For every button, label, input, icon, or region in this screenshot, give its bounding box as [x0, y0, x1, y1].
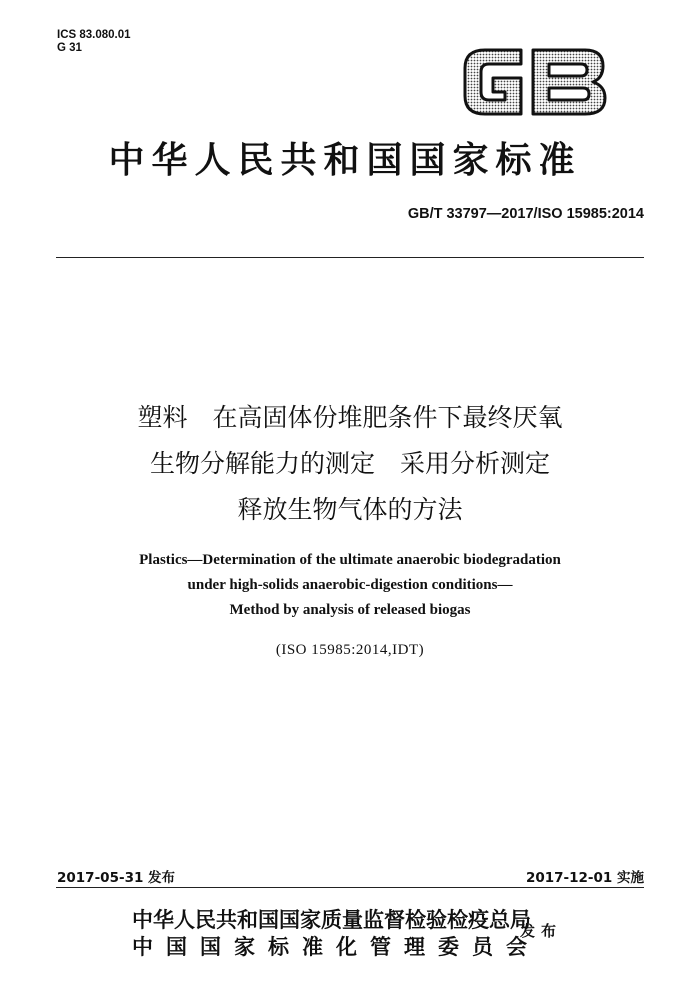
english-title-line: under high-solids anaerobic-digestion conditions—: [187, 577, 513, 593]
implementation-date: 2017-12-01 实施: [525, 870, 644, 886]
chinese-title: [20, 395, 680, 533]
issuer-line: 中华人民共和国国家质量监督检验检疫总局: [132, 908, 531, 932]
chinese-title-line: 生物分解能力的测定 采用分析测定: [149, 449, 550, 478]
publish-label: 发布: [520, 922, 563, 940]
standard-title: 中华人民共和国国家标准: [108, 139, 582, 181]
ics-code: ICS 83.080.01: [57, 29, 131, 41]
gb-standard-logo-icon: [461, 44, 609, 120]
english-title-line: Method by analysis of released biogas: [229, 602, 471, 618]
chinese-title-line: 塑料 在高固体份堆肥条件下最终厌氧: [137, 403, 563, 432]
english-title-line: Plastics—Determination of the ultimate anaerobic biodegradation: [139, 552, 561, 568]
issuing-authorities: [132, 907, 540, 961]
standard-number: GB/T 33797—2017/ISO 15985:2014: [407, 206, 644, 222]
english-title: [20, 548, 680, 623]
issuer-line: 中国国家标准化管理委员会: [132, 935, 540, 959]
iso-equivalence: (ISO 15985:2014,IDT): [275, 642, 425, 658]
bottom-divider: [56, 887, 644, 888]
chinese-title-line: 释放生物气体的方法: [237, 495, 463, 524]
classification-codes: [57, 29, 131, 55]
ccs-code: G 31: [57, 42, 82, 54]
top-divider: [56, 257, 644, 258]
issue-date: 2017-05-31 发布: [57, 870, 176, 886]
